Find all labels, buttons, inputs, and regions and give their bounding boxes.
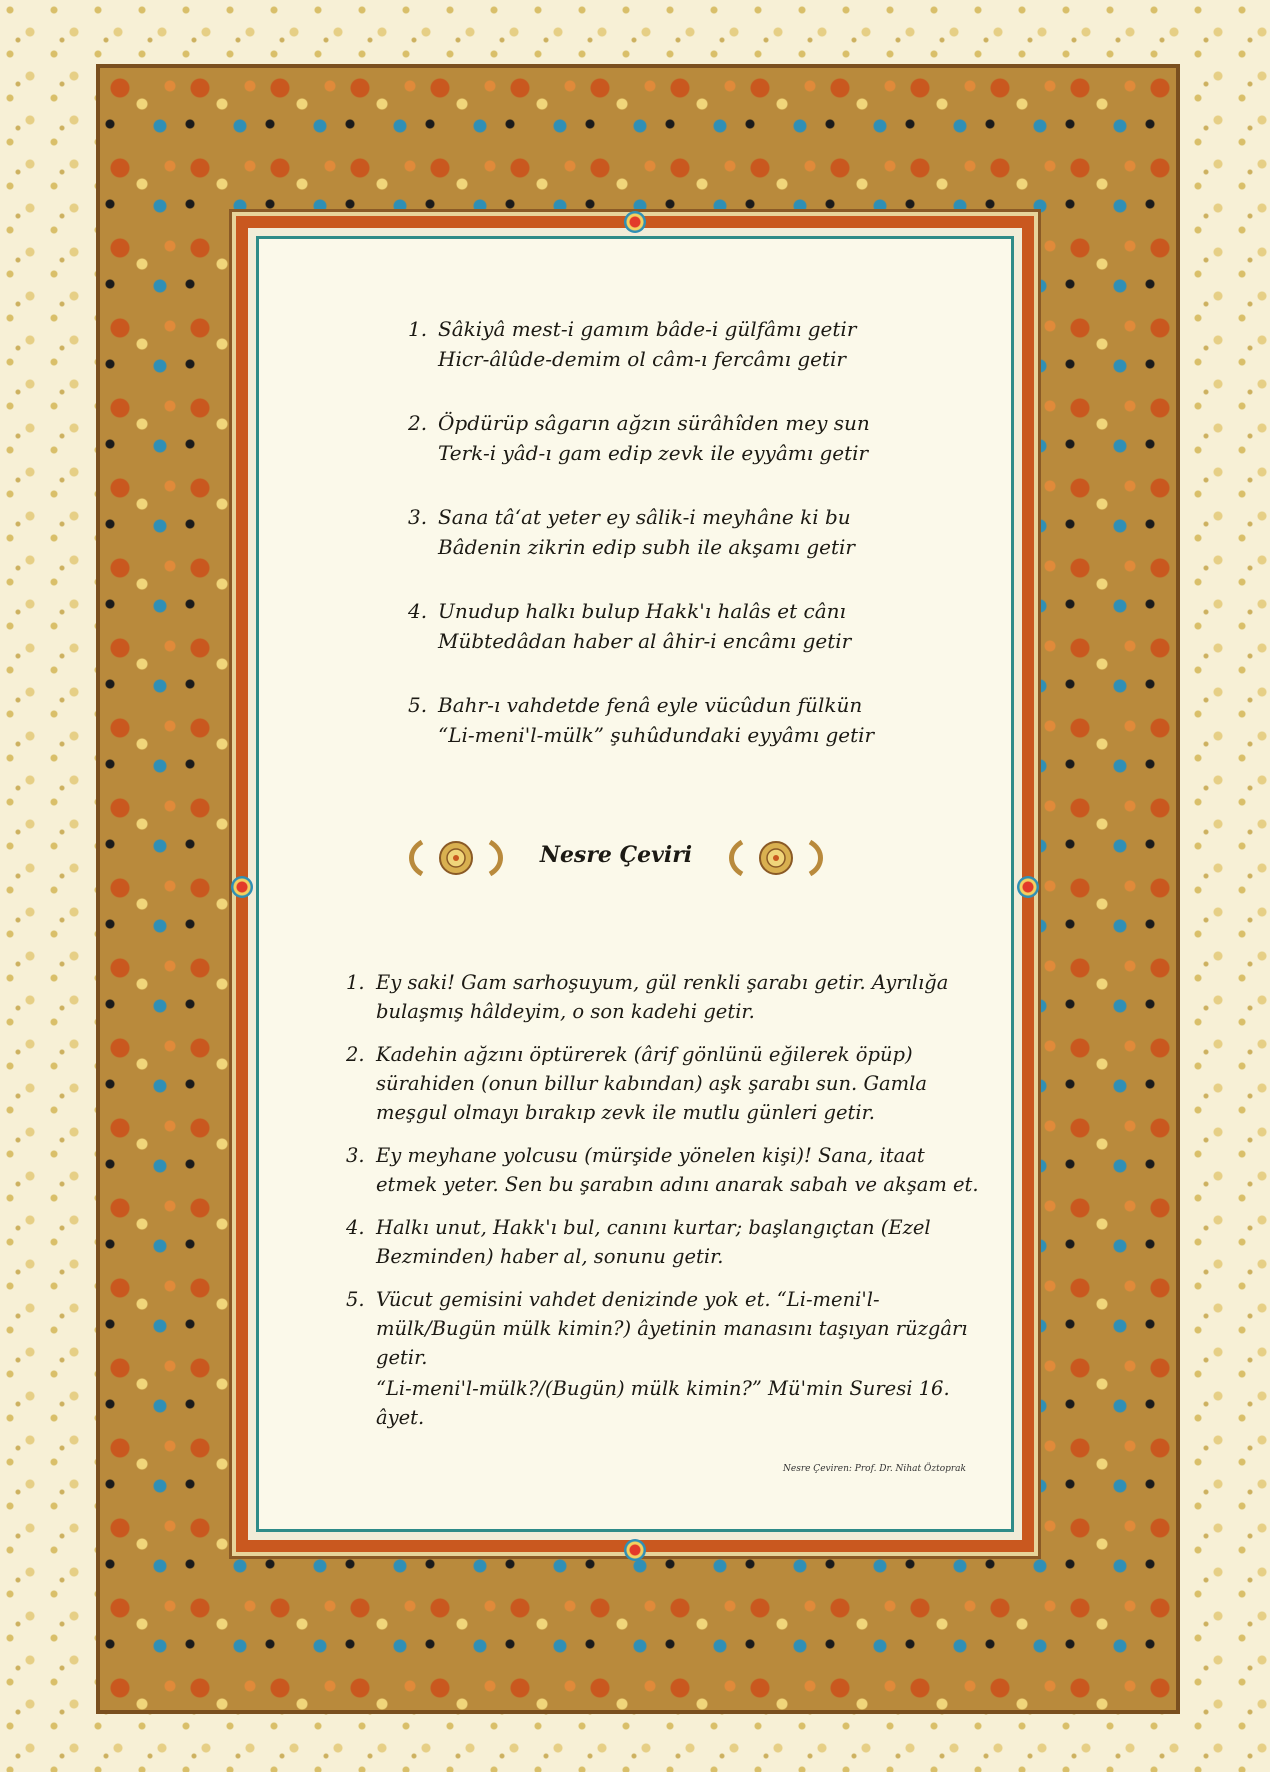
verse-2 xyxy=(408,408,870,468)
translation-number: 2. xyxy=(346,1043,365,1066)
translation-item-2 xyxy=(346,1040,986,1127)
verse-number: 2. xyxy=(408,411,428,435)
right-gem-ornament xyxy=(1017,876,1039,898)
verse-number: 4. xyxy=(408,599,428,623)
verse-line: Unudup halkı bulup Hakk'ı halâs et cânı xyxy=(438,599,846,623)
translation-list xyxy=(346,968,986,1386)
translation-text: Ey meyhane yolcusu (mürşide yönelen kişi)! Sana, itaat etmek yeter. Sen bu şarabın adını anarak sabah ve akşam et. xyxy=(376,1144,979,1196)
floral-ornament-icon xyxy=(726,836,826,880)
verse-5 xyxy=(408,690,875,750)
verse-line: “Li-meni'l-mülk” şuhûdundaki eyyâmı getir xyxy=(438,723,875,747)
translation-number: 5. xyxy=(346,1288,365,1311)
translation-text: Ey saki! Gam sarhoşuyum, gül renkli şarabı getir. Ayrılığa bulaşmış hâldeyim, o son kadehi getir. xyxy=(376,971,949,1023)
verse-line: Hicr-âlûde-demim ol câm-ı fercâmı getir xyxy=(438,347,846,371)
verse-line: Bâdenin zikrin edip subh ile akşamı getir xyxy=(438,535,855,559)
verse-number: 1. xyxy=(408,317,428,341)
translation-number: 4. xyxy=(346,1216,365,1239)
footnote: “Li-meni'l-mülk?/(Bugün) mülk kimin?” Mü'min Suresi 16. âyet. xyxy=(376,1377,950,1429)
page-content xyxy=(256,236,1014,1532)
translator-credit: Nesre Çeviren: Prof. Dr. Nihat Öztoprak xyxy=(783,1464,966,1474)
translation-heading: Nesre Çeviri xyxy=(539,842,693,868)
translation-text: Halkı unut, Hakk'ı bul, canını kurtar; başlangıçtan (Ezel Bezminden) haber al, sonunu getir. xyxy=(376,1216,931,1268)
verse-number: 5. xyxy=(408,693,428,717)
translation-item-1 xyxy=(346,968,986,1026)
translation-number: 3. xyxy=(346,1144,365,1167)
left-gem-ornament xyxy=(231,876,253,898)
verse-1 xyxy=(408,314,857,374)
verse-line: Bahr-ı vahdetde fenâ eyle vücûdun fülkün xyxy=(438,693,863,717)
bottom-gem-ornament xyxy=(624,1539,646,1561)
translation-heading-row xyxy=(406,828,826,888)
ottoman-verse-list xyxy=(408,314,875,784)
verse-line: Sana tâ‘at yeter ey sâlik-i meyhâne ki bu xyxy=(438,505,851,529)
translation-item-3 xyxy=(346,1141,986,1199)
verse-line: Terk-i yâd-ı gam edip zevk ile eyyâmı getir xyxy=(438,441,869,465)
verse-3 xyxy=(408,502,855,562)
verse-line: Mübtedâdan haber al âhir-i encâmı getir xyxy=(438,629,852,653)
top-gem-ornament xyxy=(624,211,646,233)
verse-4 xyxy=(408,596,852,656)
translation-text: Vücut gemisini vahdet denizinde yok et. “Li-meni'l-mülk/Bugün mülk kimin?) âyetinin manasını taşıyan rüzgârı getir. xyxy=(376,1288,968,1369)
translation-number: 1. xyxy=(346,971,365,994)
verse-number: 3. xyxy=(408,505,428,529)
translation-text: Kadehin ağzını öptürerek (ârif gönlünü eğilerek öpüp) sürahiden (onun billur kabından) aşk şarabı sun. Gamla meşgul olmayı bırakıp zevk ile mutlu günleri getir. xyxy=(376,1043,927,1124)
verse-line: Öpdürüp sâgarın ağzın sürâhîden mey sun xyxy=(438,411,870,435)
translation-item-5 xyxy=(346,1285,986,1372)
floral-ornament-icon xyxy=(406,836,506,880)
translation-item-4 xyxy=(346,1213,986,1271)
verse-line: Sâkiyâ mest-i gamım bâde-i gülfâmı getir xyxy=(438,317,857,341)
text-panel xyxy=(256,236,1014,1532)
